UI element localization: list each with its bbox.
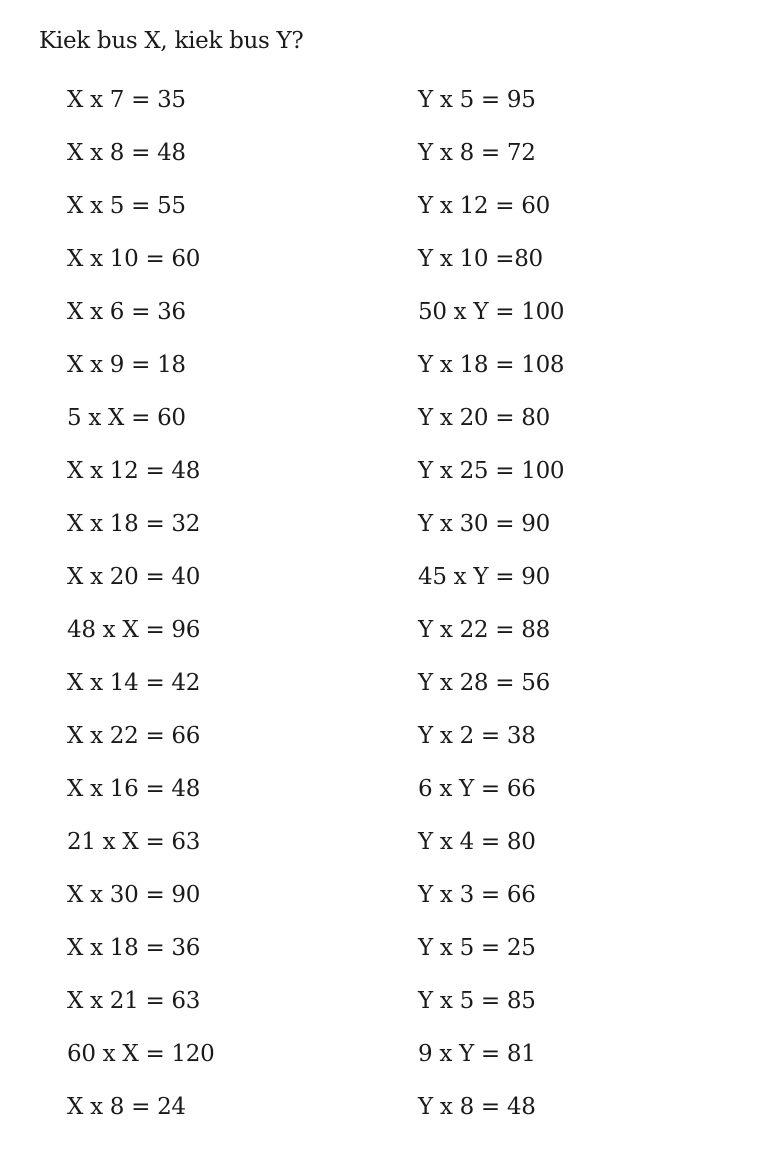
y-equation: Y x 18 = 108 bbox=[418, 352, 565, 378]
y-equation: Y x 4 = 80 bbox=[418, 829, 536, 855]
worksheet-title: Kiek bus X, kiek bus Y? bbox=[39, 28, 304, 54]
x-equation: X x 8 = 48 bbox=[67, 140, 186, 166]
y-equation: Y x 20 = 80 bbox=[418, 405, 550, 431]
x-equation: 21 x X = 63 bbox=[67, 829, 201, 855]
x-equation: X x 12 = 48 bbox=[67, 458, 201, 484]
y-equation: 6 x Y = 66 bbox=[418, 776, 536, 802]
x-equation: X x 22 = 66 bbox=[67, 723, 201, 749]
x-equation: 5 x X = 60 bbox=[67, 405, 186, 431]
y-equation: Y x 3 = 66 bbox=[418, 882, 536, 908]
x-equation: X x 21 = 63 bbox=[67, 988, 201, 1014]
y-equations-column bbox=[418, 84, 564, 1144]
x-equation: X x 16 = 48 bbox=[67, 776, 201, 802]
y-equation: Y x 30 = 90 bbox=[418, 511, 550, 537]
y-equation: Y x 5 = 25 bbox=[418, 935, 536, 961]
y-equation: Y x 25 = 100 bbox=[418, 458, 565, 484]
x-equation: X x 6 = 36 bbox=[67, 299, 186, 325]
y-equation: Y x 2 = 38 bbox=[418, 723, 536, 749]
x-equation: X x 8 = 24 bbox=[67, 1094, 186, 1120]
y-equation: Y x 5 = 85 bbox=[418, 988, 536, 1014]
y-equation: Y x 8 = 48 bbox=[418, 1094, 536, 1120]
y-equation: Y x 22 = 88 bbox=[418, 617, 550, 643]
y-equation: Y x 10 =80 bbox=[418, 246, 543, 272]
x-equation: X x 30 = 90 bbox=[67, 882, 201, 908]
y-equation: 9 x Y = 81 bbox=[418, 1041, 536, 1067]
x-equation: 60 x X = 120 bbox=[67, 1041, 215, 1067]
y-equation: Y x 28 = 56 bbox=[418, 670, 550, 696]
y-equation: 50 x Y = 100 bbox=[418, 299, 565, 325]
x-equation: X x 18 = 32 bbox=[67, 511, 201, 537]
x-equation: X x 7 = 35 bbox=[67, 87, 186, 113]
y-equation: Y x 5 = 95 bbox=[418, 87, 536, 113]
x-equation: X x 18 = 36 bbox=[67, 935, 201, 961]
y-equation: Y x 12 = 60 bbox=[418, 193, 550, 219]
x-equation: X x 14 = 42 bbox=[67, 670, 201, 696]
x-equation: X x 20 = 40 bbox=[67, 564, 201, 590]
x-equation: X x 5 = 55 bbox=[67, 193, 186, 219]
x-equations-column bbox=[67, 84, 214, 1144]
x-equation: X x 10 = 60 bbox=[67, 246, 201, 272]
y-equation: 45 x Y = 90 bbox=[418, 564, 550, 590]
x-equation: X x 9 = 18 bbox=[67, 352, 186, 378]
x-equation: 48 x X = 96 bbox=[67, 617, 201, 643]
y-equation: Y x 8 = 72 bbox=[418, 140, 536, 166]
